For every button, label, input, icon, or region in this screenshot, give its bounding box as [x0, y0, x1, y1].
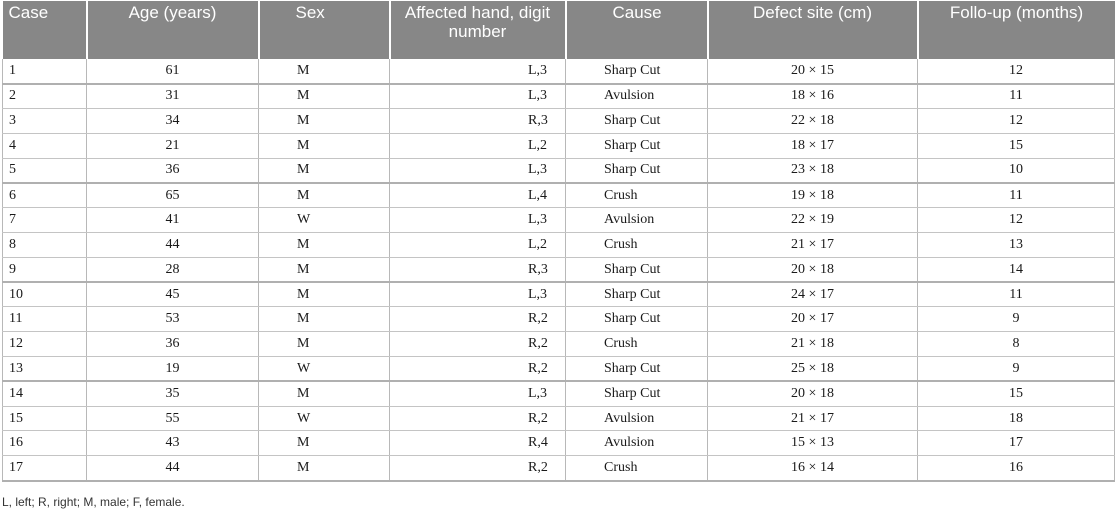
table-row [3, 332, 1115, 357]
case-cell: 1 [3, 59, 87, 84]
affected-hand-cell: R,2 [390, 406, 566, 431]
affected-hand-cell: R,2 [390, 307, 566, 332]
follow-up-cell: 12 [918, 208, 1115, 233]
follow-up-cell: 9 [918, 357, 1115, 382]
age-cell: 21 [87, 133, 259, 158]
cause-cell: Sharp Cut [566, 307, 708, 332]
case-cell: 5 [3, 158, 87, 183]
cause-cell: Sharp Cut [566, 133, 708, 158]
case-table [2, 1, 1115, 482]
sex-cell: M [259, 233, 390, 258]
table-row [3, 183, 1115, 208]
follow-up-cell: 12 [918, 59, 1115, 84]
case-cell: 10 [3, 282, 87, 307]
defect-site-cell: 21 × 18 [708, 332, 918, 357]
table-row [3, 109, 1115, 134]
follow-up-cell: 14 [918, 257, 1115, 282]
follow-up-cell: 11 [918, 282, 1115, 307]
cause-cell: Avulsion [566, 84, 708, 109]
defect-site-cell: 22 × 19 [708, 208, 918, 233]
defect-site-cell: 20 × 18 [708, 257, 918, 282]
column-header-cause: Cause [566, 1, 708, 59]
sex-cell: M [259, 282, 390, 307]
sex-cell: M [259, 84, 390, 109]
age-cell: 43 [87, 431, 259, 456]
table-row [3, 208, 1115, 233]
cause-cell: Avulsion [566, 406, 708, 431]
sex-cell: M [259, 307, 390, 332]
cause-cell: Sharp Cut [566, 282, 708, 307]
age-cell: 44 [87, 456, 259, 481]
case-cell: 4 [3, 133, 87, 158]
follow-up-cell: 16 [918, 456, 1115, 481]
table-row [3, 381, 1115, 406]
defect-site-cell: 20 × 18 [708, 381, 918, 406]
cause-cell: Sharp Cut [566, 158, 708, 183]
case-cell: 3 [3, 109, 87, 134]
defect-site-cell: 23 × 18 [708, 158, 918, 183]
cause-cell: Crush [566, 332, 708, 357]
affected-hand-cell: L,3 [390, 208, 566, 233]
sex-cell: M [259, 257, 390, 282]
defect-site-cell: 15 × 13 [708, 431, 918, 456]
age-cell: 45 [87, 282, 259, 307]
sex-cell: M [259, 381, 390, 406]
affected-hand-cell: L,3 [390, 158, 566, 183]
table-row [3, 456, 1115, 481]
age-cell: 36 [87, 158, 259, 183]
table-row [3, 158, 1115, 183]
age-cell: 19 [87, 357, 259, 382]
age-cell: 34 [87, 109, 259, 134]
case-cell: 14 [3, 381, 87, 406]
defect-site-cell: 20 × 15 [708, 59, 918, 84]
affected-hand-cell: R,2 [390, 357, 566, 382]
sex-cell: W [259, 357, 390, 382]
table-row [3, 133, 1115, 158]
defect-site-cell: 24 × 17 [708, 282, 918, 307]
age-cell: 28 [87, 257, 259, 282]
age-cell: 36 [87, 332, 259, 357]
follow-up-cell: 10 [918, 158, 1115, 183]
defect-site-cell: 20 × 17 [708, 307, 918, 332]
cause-cell: Sharp Cut [566, 357, 708, 382]
case-cell: 7 [3, 208, 87, 233]
defect-site-cell: 18 × 16 [708, 84, 918, 109]
follow-up-cell: 15 [918, 133, 1115, 158]
follow-up-cell: 11 [918, 84, 1115, 109]
follow-up-cell: 18 [918, 406, 1115, 431]
cause-cell: Sharp Cut [566, 59, 708, 84]
sex-cell: M [259, 109, 390, 134]
affected-hand-cell: L,2 [390, 133, 566, 158]
affected-hand-cell: L,4 [390, 183, 566, 208]
age-cell: 44 [87, 233, 259, 258]
affected-hand-cell: L,3 [390, 84, 566, 109]
case-cell: 9 [3, 257, 87, 282]
follow-up-cell: 15 [918, 381, 1115, 406]
affected-hand-cell: L,3 [390, 282, 566, 307]
table-row [3, 84, 1115, 109]
case-cell: 2 [3, 84, 87, 109]
sex-cell: M [259, 183, 390, 208]
case-cell: 13 [3, 357, 87, 382]
affected-hand-cell: L,3 [390, 59, 566, 84]
sex-cell: M [259, 332, 390, 357]
case-cell: 17 [3, 456, 87, 481]
case-cell: 16 [3, 431, 87, 456]
cause-cell: Sharp Cut [566, 381, 708, 406]
defect-site-cell: 25 × 18 [708, 357, 918, 382]
column-header-follow-up: Follo-up (months) [918, 1, 1115, 59]
header-row [3, 1, 1115, 59]
table-row [3, 59, 1115, 84]
column-header-case: Case [3, 1, 87, 59]
cause-cell: Crush [566, 233, 708, 258]
table-row [3, 257, 1115, 282]
sex-cell: W [259, 406, 390, 431]
follow-up-cell: 8 [918, 332, 1115, 357]
affected-hand-cell: R,2 [390, 332, 566, 357]
follow-up-cell: 9 [918, 307, 1115, 332]
table-header [3, 1, 1115, 59]
table-body [3, 59, 1115, 481]
cause-cell: Sharp Cut [566, 109, 708, 134]
case-cell: 11 [3, 307, 87, 332]
defect-site-cell: 21 × 17 [708, 233, 918, 258]
age-cell: 53 [87, 307, 259, 332]
defect-site-cell: 22 × 18 [708, 109, 918, 134]
sex-cell: M [259, 456, 390, 481]
age-cell: 41 [87, 208, 259, 233]
age-cell: 35 [87, 381, 259, 406]
affected-hand-cell: L,2 [390, 233, 566, 258]
table-row [3, 307, 1115, 332]
cause-cell: Crush [566, 456, 708, 481]
follow-up-cell: 11 [918, 183, 1115, 208]
cause-cell: Avulsion [566, 431, 708, 456]
age-cell: 31 [87, 84, 259, 109]
table-row [3, 357, 1115, 382]
sex-cell: M [259, 431, 390, 456]
table-row [3, 406, 1115, 431]
defect-site-cell: 18 × 17 [708, 133, 918, 158]
column-header-sex: Sex [259, 1, 390, 59]
cause-cell: Sharp Cut [566, 257, 708, 282]
follow-up-cell: 17 [918, 431, 1115, 456]
cause-cell: Crush [566, 183, 708, 208]
case-cell: 15 [3, 406, 87, 431]
follow-up-cell: 12 [918, 109, 1115, 134]
case-cell: 12 [3, 332, 87, 357]
column-header-affected-hand: Affected hand, digit number [390, 1, 566, 59]
age-cell: 61 [87, 59, 259, 84]
follow-up-cell: 13 [918, 233, 1115, 258]
table-row [3, 282, 1115, 307]
defect-site-cell: 16 × 14 [708, 456, 918, 481]
sex-cell: M [259, 59, 390, 84]
case-cell: 8 [3, 233, 87, 258]
column-header-defect-site: Defect site (cm) [708, 1, 918, 59]
sex-cell: W [259, 208, 390, 233]
column-header-age: Age (years) [87, 1, 259, 59]
affected-hand-cell: R,2 [390, 456, 566, 481]
defect-site-cell: 21 × 17 [708, 406, 918, 431]
cause-cell: Avulsion [566, 208, 708, 233]
sex-cell: M [259, 158, 390, 183]
age-cell: 65 [87, 183, 259, 208]
affected-hand-cell: R,4 [390, 431, 566, 456]
affected-hand-cell: R,3 [390, 257, 566, 282]
age-cell: 55 [87, 406, 259, 431]
table-footnote: L, left; R, right; M, male; F, female. [2, 495, 185, 509]
defect-site-cell: 19 × 18 [708, 183, 918, 208]
case-cell: 6 [3, 183, 87, 208]
affected-hand-cell: R,3 [390, 109, 566, 134]
table-row [3, 431, 1115, 456]
affected-hand-cell: L,3 [390, 381, 566, 406]
table-row [3, 233, 1115, 258]
sex-cell: M [259, 133, 390, 158]
